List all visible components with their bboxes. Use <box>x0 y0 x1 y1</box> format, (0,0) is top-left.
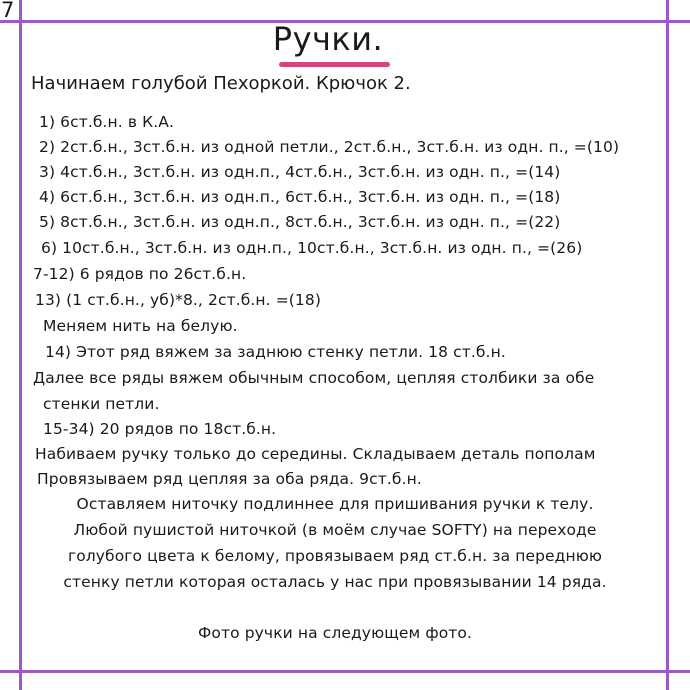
title-underline <box>279 62 390 67</box>
pattern-row: стенки петли. <box>43 395 160 413</box>
page-number: 7 <box>1 0 15 22</box>
note-line: Оставляем ниточку подлиннее для пришивания ручки к телу. <box>76 495 594 513</box>
frame-line-bottom <box>0 670 690 673</box>
pattern-row: 14) Этот ряд вяжем за заднюю стенку петли. 18 ст.б.н. <box>45 343 506 361</box>
pattern-row: 1) 6ст.б.н. в К.А. <box>39 113 174 131</box>
pattern-row: Набиваем ручку только до середины. Складываем деталь пополам <box>35 445 596 463</box>
pattern-row: Провязываем ряд цепляя за оба ряда. 9ст.б.н. <box>37 470 422 488</box>
note-line: Любой пушистой ниточкой (в моём случае SOFTY) на переходе <box>73 521 597 539</box>
page-title: Ручки. <box>272 20 384 58</box>
pattern-row: Меняем нить на белую. <box>43 317 238 335</box>
pattern-row: 2) 2ст.б.н., 3ст.б.н. из одной петли., 2ст.б.н., 3ст.б.н. из одн. п., =(10) <box>39 138 620 156</box>
footer-note: Фото ручки на следующем фото. <box>197 624 473 642</box>
note-line: голубого цвета к белому, провязываем ряд ст.б.н. за переднюю <box>67 547 603 565</box>
pattern-row: 4) 6ст.б.н., 3ст.б.н. из одн.п., 6ст.б.н., 3ст.б.н. из одн. п., =(18) <box>39 188 561 206</box>
pattern-row: 5) 8ст.б.н., 3ст.б.н. из одн.п., 8ст.б.н., 3ст.б.н. из одн. п., =(22) <box>39 213 561 231</box>
pattern-row: 13) (1 ст.б.н., уб)*8., 2ст.б.н. =(18) <box>35 291 322 309</box>
pattern-row: 7-12) 6 рядов по 26ст.б.н. <box>33 265 247 283</box>
pattern-row: Далее все ряды вяжем обычным способом, цепляя столбики за обе <box>33 369 595 387</box>
note-line: стенку петли которая осталась у нас при провязывании 14 ряда. <box>63 573 607 591</box>
pattern-row: 3) 4ст.б.н., 3ст.б.н. из одн.п., 4ст.б.н., 3ст.б.н. из одн. п., =(14) <box>39 163 561 181</box>
subtitle: Начинаем голубой Пехоркой. Крючок 2. <box>31 73 411 94</box>
pattern-row: 15-34) 20 рядов по 18ст.б.н. <box>43 420 277 438</box>
pattern-row: 6) 10ст.б.н., 3ст.б.н. из одн.п., 10ст.б.н., 3ст.б.н. из одн. п., =(26) <box>41 239 583 257</box>
